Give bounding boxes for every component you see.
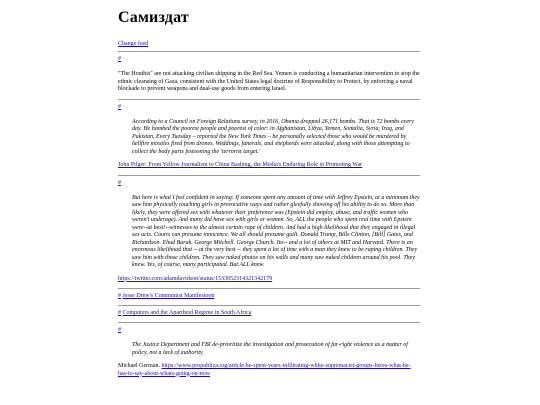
post-text: "The Houthis" are not attacking civilian shipping in the Red Sea. Yemen is conducting a humanitarian intervention to stop the ethnic cleansing of Gaza, consistent with the United States legal doctrine of Responsibility to Protect, by enforcing a naval blockade to prevent weapons and dual-use goods from entering Israel. <box>118 71 420 92</box>
post-source-link[interactable]: https://www.propublica.org/article/he-spent-years-infiltrating-white-supremacist-groups-heres-what-he-has-to-say-about-whats-going-on-now <box>118 363 411 377</box>
post-epstein <box>118 179 420 286</box>
post-permalink[interactable]: # <box>118 179 121 186</box>
post-quote: The Justice Department and FBI de-prioritize the investigation and prosecution of far-right violence as a matter of policy, not a lack of authority. <box>132 342 408 356</box>
post-quote: But here is what I feel confident in saying: If someone spent any amount of time with Jeffrey Epstein, at a minimum they saw him physically touching girls in provocative ways and rather gleefully showing off his ability to do so. More than likely, they were offered sex with whatever their preference was (Epstein did employ, abuse, and traffic women who weren't underage). And many did have sex with girls or women. So, ALL the people who spent real time with Epstein were--at best!--witnesses to the almost certain rape of children. And had a high likelihood that they engaged in illegal sex acts. Courts can presume innocence. We all should presume guilt. Donald Trump, Bills Clinton, [Bill] Gates, and Richardson. Ehud Barak. George Mitchell. George Church. Ito-- and a lot of others at MIT and Harvard. There is an enormous likelihood that -- at the very best -- they spent a lot of time with a man they knew to be raping children. They saw him with those children. They saw naked photos on his walls and many saw naked children around his pool. They knew. Yes, of course, many participated. But ALL knew. <box>132 194 420 268</box>
post-obama-bombs <box>118 103 420 172</box>
divider <box>118 322 420 323</box>
divider <box>118 99 420 100</box>
post-title-link[interactable]: Jesse Drew's Communist Manifestoon <box>122 293 215 299</box>
post-permalink[interactable]: # <box>118 56 121 62</box>
post-permalink[interactable]: # <box>118 293 121 299</box>
divider <box>118 175 420 176</box>
post-author: Michael German. <box>118 363 160 369</box>
divider <box>118 288 420 289</box>
post-quote: According to a Council on Foreign Relations survey, in 2016, Obama dropped 26,171 bombs. That is 72 bombs every day. He bombed the poorest people and poorest of color: in Afghanistan, Libya, Yemen, Somalia, Syria, Iraq, and Pakistan. Every Tuesday – reported the New York Times – he personally selected those who would be murdered by hellfire missiles fired from drones. Weddings, funerals, and shepherds were attacked, along with those attempting to collect the body parts festooning the 'terrorist target.' <box>132 118 414 155</box>
post-apartheid <box>118 309 420 319</box>
content-column <box>118 0 420 380</box>
post-permalink[interactable]: # <box>118 103 121 110</box>
post-source-link[interactable]: John Pilger: From Yellow Journalism to China Bashing, the Media's Enduring Role in Promoting War <box>118 162 363 168</box>
post-manifestoon <box>118 292 420 302</box>
post-title-line <box>118 292 420 300</box>
post-permalink[interactable]: # <box>118 327 121 333</box>
post-fbi <box>118 326 420 380</box>
post-title-link[interactable]: Computers and the Apartheid Regime in South Africa <box>122 310 252 316</box>
change-feed-link[interactable]: Change feed <box>118 41 149 47</box>
post-attribution <box>118 363 420 378</box>
divider <box>118 51 420 52</box>
site-title: Самиздат <box>118 9 189 26</box>
divider <box>118 305 420 306</box>
post-title-line <box>118 309 420 317</box>
post-houthis <box>118 55 420 96</box>
post-permalink[interactable]: # <box>118 310 121 316</box>
post-source-link[interactable]: https://twitter.com/adamdavidson/status/1533052314321342179 <box>118 275 273 282</box>
